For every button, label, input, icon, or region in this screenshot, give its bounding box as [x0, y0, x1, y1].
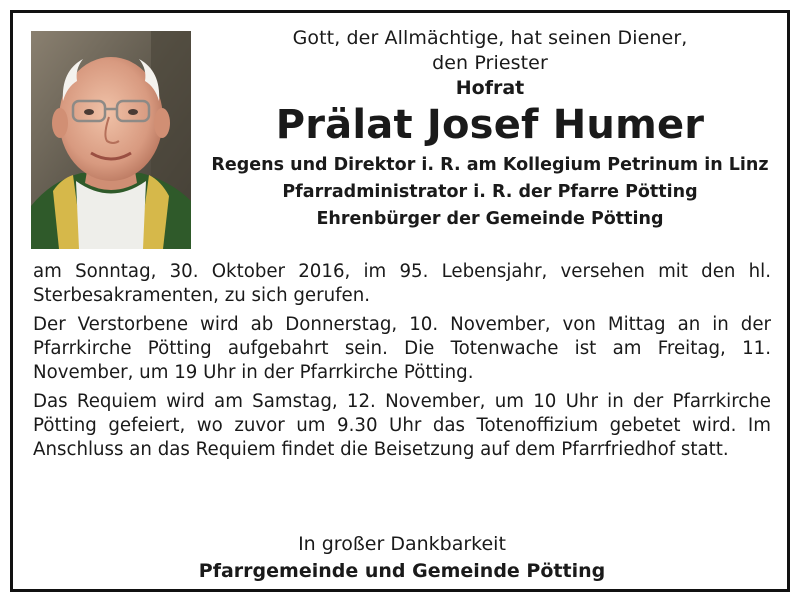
closing-phrase: In großer Dankbarkeit	[298, 533, 506, 555]
signature: Pfarrgemeinde und Gemeinde Pötting	[198, 560, 606, 582]
notice-closing	[33, 531, 771, 585]
honorific-title: Hofrat	[455, 77, 525, 99]
deceased-titles	[195, 152, 785, 233]
notice-header	[195, 26, 785, 233]
title-line-1: Regens und Direktor i. R. am Kollegium Petrinum in Linz	[211, 155, 769, 175]
intro-line-2: den Priester	[432, 52, 548, 74]
portrait-photo	[31, 31, 191, 249]
paragraph-requiem: Das Requiem wird am Samstag, 12. November, um 10 Uhr in der Pfarrkirche Pötting gefeiert, wo zuvor um 9.30 Uhr das Totenoffizium gebetet wird. Im Anschluss an das Requiem findet die Beisetzung auf dem Pfarrfriedhof statt.	[33, 391, 771, 460]
paragraph-death-notice: am Sonntag, 30. Oktober 2016, im 95. Lebensjahr, versehen mit den hl. Sterbesakramenten, zu sich gerufen.	[33, 261, 771, 306]
title-line-2: Pfarradministrator i. R. der Pfarre Pötting	[282, 182, 698, 202]
paragraph-viewing: Der Verstorbene wird ab Donnerstag, 10. November, von Mittag an in der Pfarrkirche Pötting aufgebahrt sein. Die Totenwache ist am Freitag, 11. November, um 19 Uhr in der Pfarrkirche Pötting.	[33, 314, 771, 383]
notice-body	[33, 260, 771, 467]
intro-line-1: Gott, der Allmächtige, hat seinen Diener,	[292, 27, 688, 49]
deceased-name: Prälat Josef Humer	[275, 102, 705, 148]
obituary-notice	[10, 10, 790, 592]
portrait-illustration	[31, 31, 191, 249]
title-line-3: Ehrenbürger der Gemeinde Pötting	[316, 209, 664, 229]
